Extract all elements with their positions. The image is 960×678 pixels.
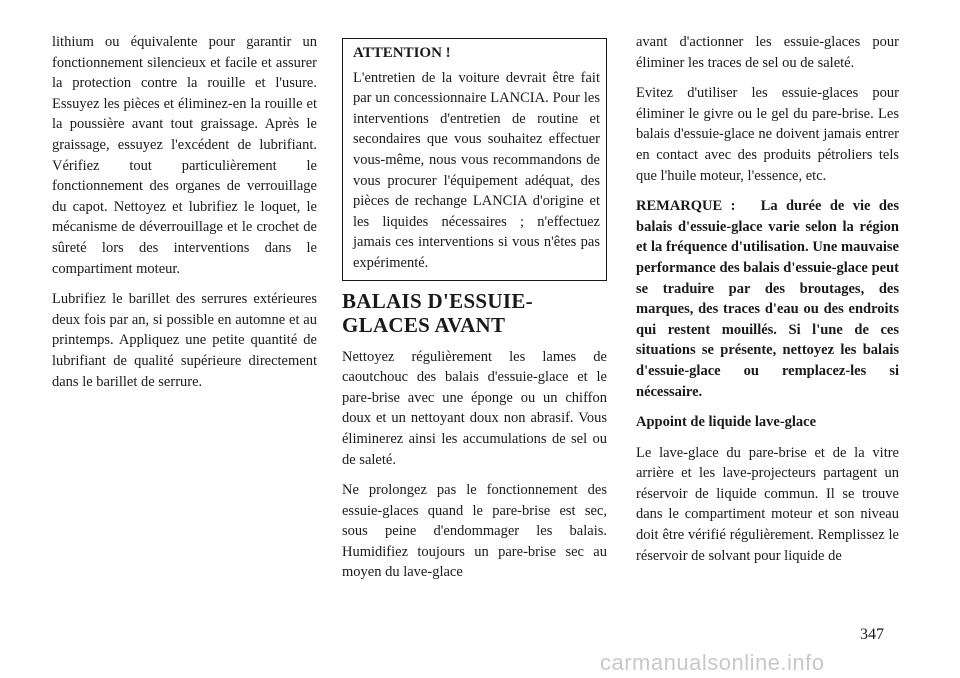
right-column (636, 32, 899, 576)
washer-fluid-heading: Appoint de liquide lave-glace (636, 414, 817, 431)
section-title: BALAIS D'ESSUIE-GLACES AVANT (342, 288, 533, 337)
paragraph-continuation: avant d'actionner les essuie-glaces pour éliminer les traces de sel ou de saleté. (636, 34, 899, 71)
attention-box (342, 38, 607, 281)
attention-text: L'entretien de la voiture devrait être fait par un concessionnaire LANCIA. Pour les interventions d'entretien de routine et secondaires que vous souhaitez effectuer vous-même, nous vous recommandons de vous procurer l'équipement adéquat, des pièces de rechange LANCIA d'origine et les liquides nécessaires ; n'effectuez jamais ces interventions si vous n'êtes pas expérimenté. (353, 69, 600, 271)
paragraph-lock-barrel: Lubrifiez le barillet des serrures extérieures deux fois par an, si possible en automne et au printemps. Appliquez une petite quantité de lubrifiant de qualité supérieure directement dans le barillet de serrure. (52, 291, 317, 390)
paragraph-cleaning: Nettoyez régulièrement les lames de caoutchouc des balais d'essuie-glace et le pare-brise avec une éponge ou un chiffon doux et un nettoyant doux non abrasif. Vous éliminerez ainsi les accumulations de sel ou de saleté. (342, 348, 607, 468)
paragraph-dry-operation: Ne prolongez pas le fonctionnement des essuie-glaces quand le pare-brise est sec, sous peine d'endommager les balais. Humidifiez toujours un pare-brise sec au moyen du lave-glace (342, 482, 607, 581)
remark-text: La durée de vie des balais d'essuie-glace varie selon la région et la fréquence d'utilisation. Une mauvaise performance des balais d'essuie-glace peut se traduire par des broutages, des marques, des traces d'eau ou des endroits qui restent mouillés. Si l'une de ces situations se présente, nettoyez les balais d'essuie-glace ou remplacez-les si nécessaire. (636, 198, 899, 400)
remark-block (636, 196, 899, 402)
paragraph-washer-reservoir: Le lave-glace du pare-brise et de la vitre arrière et les lave-projecteurs partagent un réservoir de liquide commun. Il se trouve dans le compartiment moteur et son niveau doit être vérifié régulièrement. Remplissez le réservoir de solvant pour liquide de (636, 444, 899, 564)
remark-label: REMARQUE : (636, 198, 736, 215)
watermark: carmanualsonline.info (600, 650, 825, 675)
attention-title: ATTENTION ! (353, 45, 451, 61)
paragraph-frost: Evitez d'utiliser les essuie-glaces pour éliminer le givre ou le gel du pare-brise. Les balais d'essuie-glace ne doivent jamais entrer en contact avec des produits pétroliers tels que l'huile moteur, l'essence, etc. (636, 85, 899, 184)
paragraph-lubrication: lithium ou équivalente pour garantir un fonctionnement silencieux et facile et assurer la protection contre la rouille et l'usure. Essuyez les pièces et éliminez-en la rouille et la poussière avant tout graissage. Après le graissage, essuyez l'excédent de lubrifiant. Vérifiez tout particulièrement le fonctionnement des organes de verrouillage du capot. Nettoyez et lubrifiez le loquet, le mécanisme de déverrouillage et le crochet de sûreté lors des interventions dans le compartiment moteur. (52, 34, 317, 277)
middle-column (342, 38, 607, 593)
page-number: 347 (860, 626, 884, 643)
left-column (52, 32, 317, 402)
